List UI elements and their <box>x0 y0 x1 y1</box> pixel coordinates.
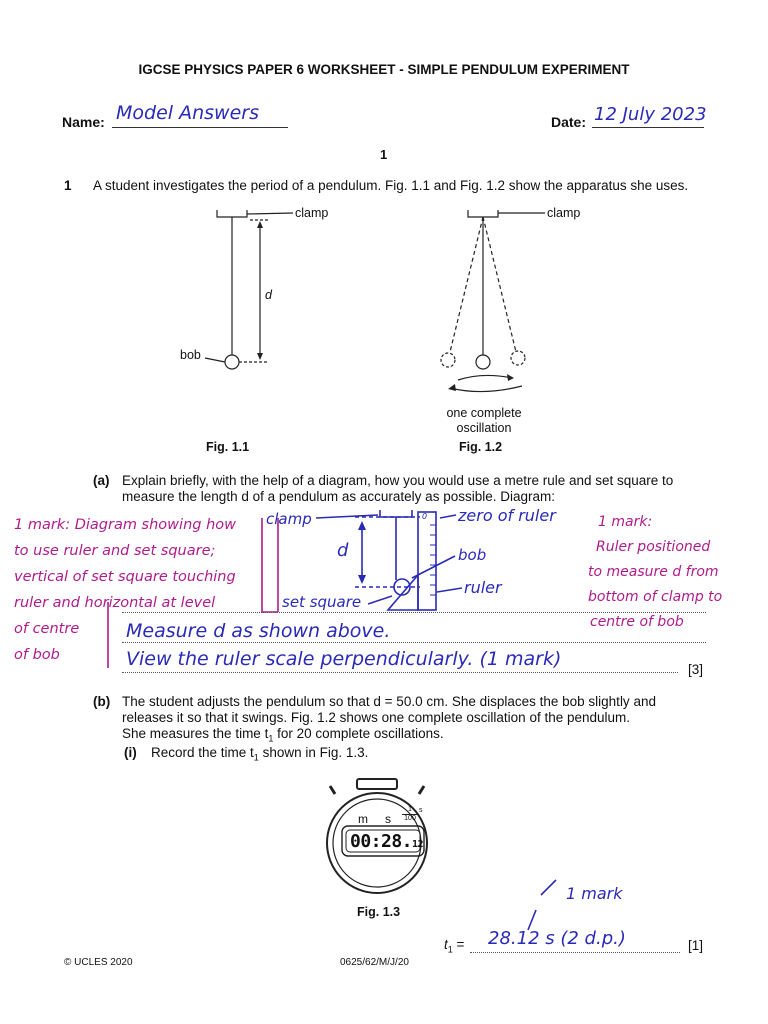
worksheet-title: IGCSE PHYSICS PAPER 6 WORKSHEET - SIMPLE PENDULUM EXPERIMENT <box>138 62 630 77</box>
part-b-i-marks: [1] <box>688 938 704 953</box>
right-note-line: 1 mark: <box>598 514 653 530</box>
left-note-line: 1 mark: Diagram showing how <box>14 517 236 533</box>
part-a-text: Explain briefly, with the help of a diagram, how you would use a metre rule and set square to measure the length d of a pendulum as accurately as possible. Diagram: <box>122 473 674 504</box>
page-number: 1 <box>380 147 388 162</box>
diagram-d-label: d <box>337 540 349 561</box>
subscript: 1 <box>447 944 453 955</box>
fig12-oscillation-line2: oscillation <box>456 421 512 435</box>
footer-code: 0625/62/M/J/20 <box>340 957 409 968</box>
date-value: 12 July 2023 <box>594 104 707 125</box>
fig12-clamp-label: clamp <box>547 206 581 220</box>
part-b-label: (b) <box>93 694 111 709</box>
t1-label <box>444 937 464 958</box>
date-label: Date: <box>551 114 587 130</box>
diagram-zero-of-ruler: zero of ruler <box>458 506 556 525</box>
text-part: for 20 complete oscillations. <box>273 726 444 741</box>
question-intro: A student investigates the period of a pendulum. Fig. 1.1 and Fig. 1.2 show the apparatus she uses. <box>93 178 689 193</box>
text-part: She measures the time t <box>122 726 269 741</box>
left-note-line: vertical of set square touching <box>14 569 236 585</box>
t-symbol: t <box>444 937 448 952</box>
fig11-bob-label: bob <box>180 348 201 362</box>
part-a-label: (a) <box>93 473 110 488</box>
left-note-line: ruler and horizontal at level <box>14 595 216 611</box>
fig11-caption: Fig. 1.1 <box>206 440 250 454</box>
part-b-text-1: The student adjusts the pendulum so that d = 50.0 cm. She displaces the bob slightly and <box>122 694 656 709</box>
text-part: shown in Fig. 1.3. <box>258 745 369 760</box>
left-note-line: of bob <box>14 647 60 663</box>
diagram-clamp-label: clamp <box>266 510 312 528</box>
part-b-i-label: (i) <box>124 745 137 760</box>
diagram-bob-label: bob <box>458 546 487 564</box>
answer-line-1: Measure d as shown above. <box>126 620 391 642</box>
stopwatch-m-label: m <box>358 812 368 826</box>
right-note-line: bottom of clamp to <box>588 589 723 605</box>
footer-copyright: © UCLES 2020 <box>64 957 133 968</box>
answer-line-2: View the ruler scale perpendicularly. (1 mark) <box>126 648 562 670</box>
display-small: 12 <box>412 839 424 850</box>
display-main: 00:28. <box>350 831 413 852</box>
equals-sign: = <box>452 937 465 952</box>
right-note-line: Ruler positioned <box>596 539 711 555</box>
diagram-zero-mark: 0 <box>422 512 428 521</box>
t1-value: 28.12 s (2 d.p.) <box>488 928 626 949</box>
stopwatch-s-label: s <box>385 812 391 826</box>
right-note-line: to measure d from <box>588 564 719 580</box>
mark-note: 1 mark <box>566 884 623 903</box>
name-label: Name: <box>62 114 105 130</box>
part-b-text-2: releases it so that it swings. Fig. 1.2 shows one complete oscillation of the pendulum. <box>122 710 631 725</box>
fig12-oscillation-line1: one complete <box>446 406 522 420</box>
fig13-caption: Fig. 1.3 <box>357 905 401 919</box>
subscript: 1 <box>268 733 274 744</box>
fig11-clamp-label: clamp <box>295 206 329 220</box>
name-value: Model Answers <box>116 102 259 124</box>
text-part: Record the time t <box>151 745 254 760</box>
subscript: 1 <box>253 752 259 763</box>
fig12-caption: Fig. 1.2 <box>459 440 503 454</box>
fraction-bottom: 100 <box>402 814 418 823</box>
diagram-set-square-label: set square <box>282 593 362 611</box>
part-a-marks: [3] <box>688 662 704 677</box>
t1-dotted-line <box>470 952 680 953</box>
left-note-line: to use ruler and set square; <box>14 543 216 559</box>
diagram-ruler-label: ruler <box>464 578 502 597</box>
fig11-d-label: d <box>265 288 272 302</box>
question-number: 1 <box>64 178 72 193</box>
left-note-line: of centre <box>14 621 80 637</box>
stopwatch-fraction-s: s <box>419 807 423 814</box>
right-note-line: centre of bob <box>590 614 684 630</box>
fraction-top: 1 <box>408 806 412 813</box>
